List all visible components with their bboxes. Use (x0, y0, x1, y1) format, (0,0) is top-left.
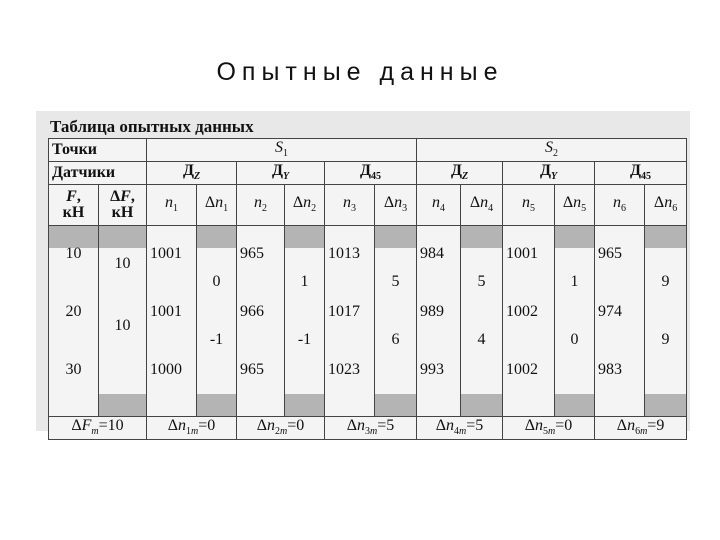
experimental-data-table (48, 138, 687, 440)
table-cell: -1 (209, 331, 224, 348)
dn2-column (285, 226, 325, 417)
force-header: F, кН (49, 185, 99, 226)
table-cell: 0 (212, 273, 221, 290)
table-cell: 1 (300, 273, 309, 290)
table-cell: 1000 (150, 361, 182, 378)
table-cell: 4 (477, 331, 486, 348)
sensor-dy-2: $Д_Y$ (503, 162, 595, 185)
table-cell: 966 (240, 303, 264, 320)
col-n5: $n_5$ (503, 185, 555, 226)
footer-delta-n3m: $\Delta n_{3m}=5$ (325, 417, 417, 440)
table-cell: 5 (391, 273, 400, 290)
footer-delta-n5m: $\Delta n_{5m}=0$ (503, 417, 595, 440)
table-cell: 1 (570, 273, 579, 290)
col-n3: $n_3$ (325, 185, 375, 226)
table-cell: 965 (240, 245, 264, 262)
col-dn1: $\Delta n_1$ (197, 185, 237, 226)
force-column (49, 226, 99, 417)
s2-header: $S_2$ (417, 139, 687, 162)
table-cell: 9 (661, 331, 670, 348)
dn1-column (197, 226, 237, 417)
col-dn4: $\Delta n_4$ (461, 185, 503, 226)
footer-delta-fm: $\Delta F_m=10$ (49, 417, 147, 440)
table-cell: 984 (420, 245, 445, 262)
col-n1: $n_1$ (147, 185, 197, 226)
table-cell: 1002 (506, 303, 539, 320)
delta-force-value-2: 10 (114, 317, 131, 334)
n4-column (417, 226, 461, 417)
sensor-d45-2: $Д_{45}$ (595, 162, 687, 185)
col-dn6: $\Delta n_6$ (645, 185, 687, 226)
table-cell: 974 (598, 303, 623, 320)
dn3-column (375, 226, 417, 417)
col-n6: $n_6$ (595, 185, 645, 226)
table-cell: 1023 (328, 361, 360, 378)
table-caption: Таблица опытных данных (50, 117, 254, 136)
s1-header: $S_1$ (147, 139, 417, 162)
table-cell: 1001 (150, 245, 182, 262)
table-cell: 965 (240, 361, 264, 378)
table-cell: 1013 (328, 245, 360, 262)
delta-force-column (99, 226, 147, 417)
col-n2: $n_2$ (237, 185, 285, 226)
table-cell: 0 (570, 331, 579, 348)
sensor-dy-1: $Д_Y$ (237, 162, 325, 185)
table-cell: 965 (598, 245, 623, 262)
table-cell: 6 (391, 331, 400, 348)
col-dn5: $\Delta n_5$ (555, 185, 595, 226)
table-cell: 989 (420, 303, 445, 320)
table-cell: 1002 (506, 361, 539, 378)
table-cell: 1001 (150, 303, 182, 320)
n6-column (595, 226, 645, 417)
delta-force-header: ΔF, кН (99, 185, 147, 226)
dn5-column (555, 226, 595, 417)
sensors-header: Датчики (49, 162, 147, 185)
n5-column (503, 226, 555, 417)
force-value-30: 30 (65, 361, 82, 378)
sensor-dz-1: $Д_Z$ (147, 162, 237, 185)
footer-delta-n6m: $\Delta n_{6m}=9$ (595, 417, 687, 440)
table-cell: 983 (598, 361, 623, 378)
dn4-column (461, 226, 503, 417)
col-dn2: $\Delta n_2$ (285, 185, 325, 226)
n2-column (237, 226, 285, 417)
footer-delta-n2m: $\Delta n_{2m}=0$ (237, 417, 325, 440)
table-cell: 1001 (506, 245, 539, 262)
table-cell: 9 (661, 273, 670, 290)
col-n4: $n_4$ (417, 185, 461, 226)
dn6-column (645, 226, 687, 417)
n3-column (325, 226, 375, 417)
footer-delta-n1m: $\Delta n_{1m}=0$ (147, 417, 237, 440)
force-value-10: 10 (65, 245, 82, 262)
force-value-20: 20 (65, 303, 82, 320)
sensor-dz-2: $Д_Z$ (417, 162, 503, 185)
footer-delta-n4m: $\Delta n_{4m}=5$ (417, 417, 503, 440)
delta-force-value-1: 10 (114, 255, 131, 272)
table-cell: 1017 (328, 303, 360, 320)
n1-column (147, 226, 197, 417)
sensor-d45-1: $Д_{45}$ (325, 162, 417, 185)
points-header: Точки (49, 139, 147, 162)
table-cell: 5 (477, 273, 486, 290)
table-cell: 993 (420, 361, 445, 378)
col-dn3: $\Delta n_3$ (375, 185, 417, 226)
table-cell: -1 (297, 331, 312, 348)
slide-title: Опытные данные (216, 58, 504, 86)
